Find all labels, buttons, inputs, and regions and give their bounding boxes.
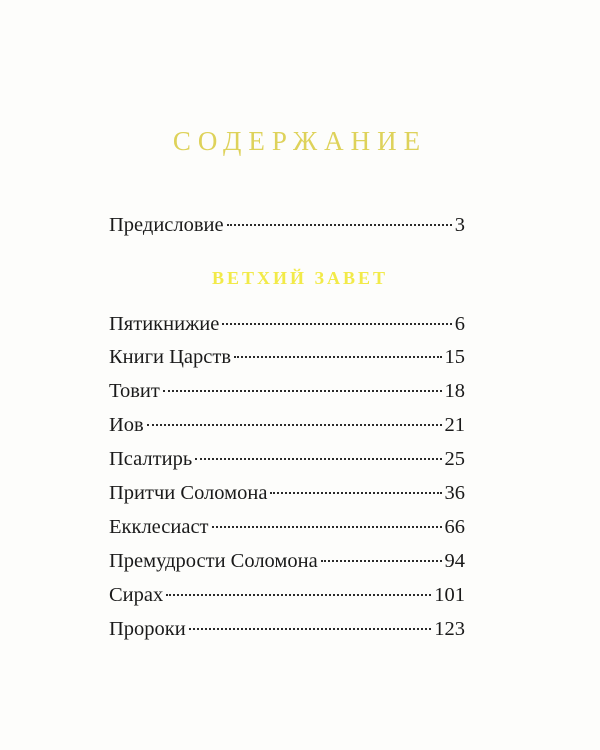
toc-title: СОДЕРЖАНИЕ xyxy=(172,126,428,156)
toc-entry[interactable] xyxy=(109,309,465,339)
toc-entry-label: Иов xyxy=(109,414,144,436)
toc-entry-label: Псалтирь xyxy=(109,448,193,470)
dot-leader xyxy=(163,390,442,392)
toc-entry[interactable] xyxy=(109,614,465,644)
dot-leader xyxy=(222,323,451,325)
toc-entry-page: 25 xyxy=(444,448,465,470)
dot-leader xyxy=(212,526,442,528)
toc-entry-page: 15 xyxy=(444,346,465,368)
toc-entry-label: Премудрости Соломона xyxy=(109,550,318,572)
toc-entry-page: 101 xyxy=(434,584,465,606)
toc-entry-page: 3 xyxy=(454,214,465,236)
toc-entry-page: 6 xyxy=(454,313,465,335)
toc-entry-page: 36 xyxy=(444,482,465,504)
toc-entry-label: Притчи Соломона xyxy=(109,482,268,504)
toc-entry[interactable] xyxy=(109,546,465,576)
toc-entry[interactable] xyxy=(109,478,465,508)
toc-entry-page: 66 xyxy=(444,516,465,538)
dot-leader xyxy=(227,224,452,226)
dot-leader xyxy=(166,594,431,596)
section-heading: ВЕТХИЙ ЗАВЕТ xyxy=(211,268,389,288)
toc-entry-page: 123 xyxy=(434,618,465,640)
toc-entry[interactable] xyxy=(109,410,465,440)
dot-leader xyxy=(270,492,441,494)
toc-entry-preface[interactable] xyxy=(109,210,465,240)
dot-leader xyxy=(189,628,432,630)
toc-entry-label: Сирах xyxy=(109,584,164,606)
toc-entry-page: 94 xyxy=(444,550,465,572)
toc-entry-label: Екклесиаст xyxy=(109,516,209,538)
toc-entry-label: Книги Царств xyxy=(109,346,232,368)
toc-entry-label: Пророки xyxy=(109,618,186,640)
dot-leader xyxy=(321,560,442,562)
dot-leader xyxy=(195,458,441,460)
toc-entry[interactable] xyxy=(109,512,465,542)
toc-entry[interactable] xyxy=(109,342,465,372)
toc-entry-label: Предисловие xyxy=(109,214,224,236)
dot-leader xyxy=(147,424,442,426)
toc-entry[interactable] xyxy=(109,580,465,610)
toc-entry-label: Пятикнижие xyxy=(109,313,220,335)
toc-entry-page: 18 xyxy=(444,380,465,402)
toc-entry-label: Товит xyxy=(109,380,160,402)
toc-entry[interactable] xyxy=(109,444,465,474)
toc-entry-page: 21 xyxy=(444,414,465,436)
dot-leader xyxy=(234,356,441,358)
toc-entry[interactable] xyxy=(109,376,465,406)
